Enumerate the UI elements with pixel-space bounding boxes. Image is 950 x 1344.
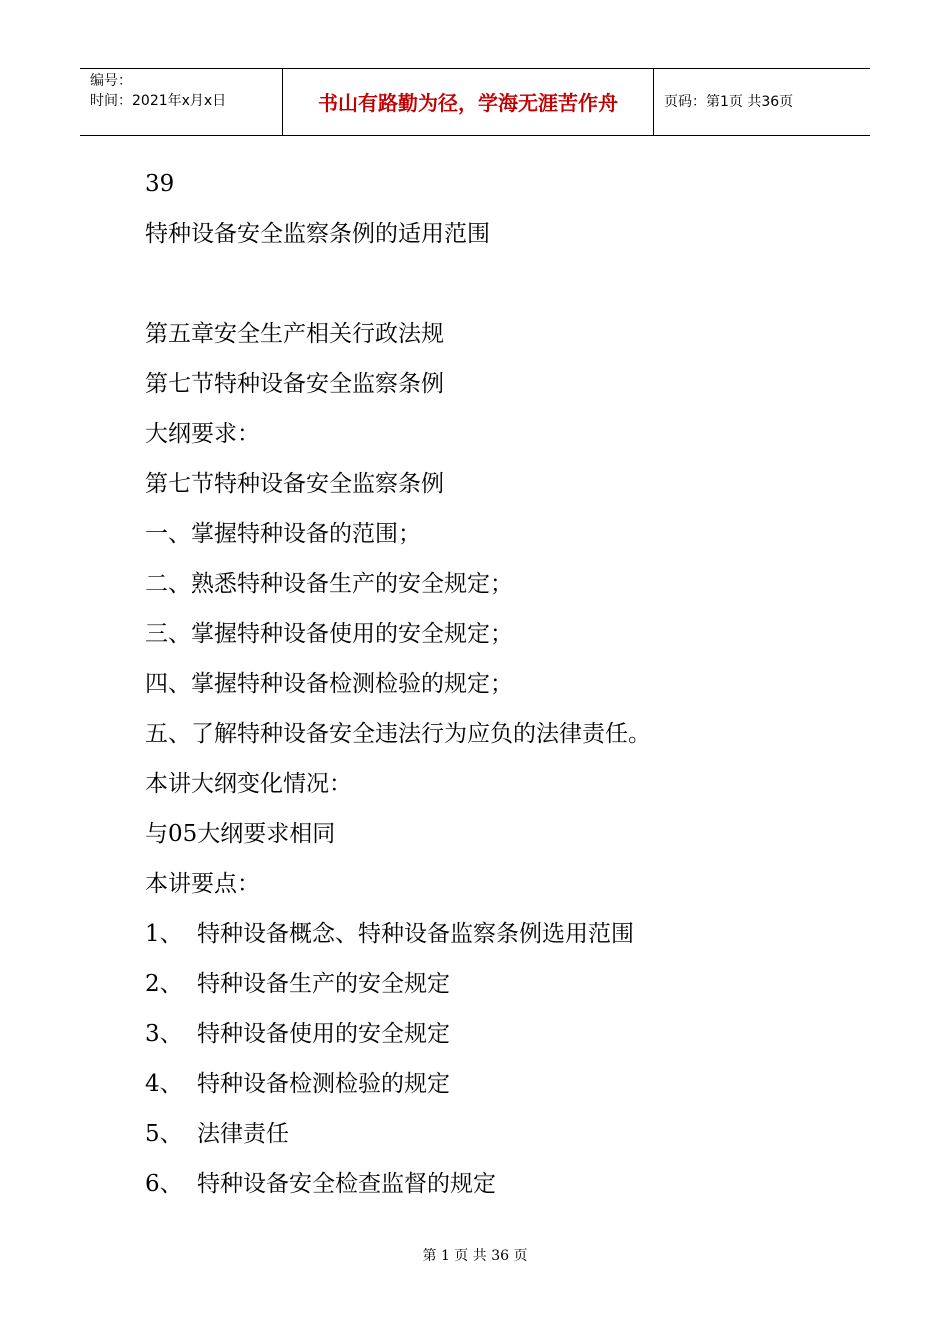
- section-heading: 第七节特种设备安全监察条例: [145, 371, 444, 397]
- requirement-item: 三、掌握特种设备使用的安全规定；: [145, 621, 513, 647]
- key-point-text: 法律责任: [197, 1121, 289, 1147]
- requirement-item: 一、掌握特种设备的范围；: [145, 521, 421, 547]
- document-header: [80, 68, 870, 136]
- page-footer: 第 1 页 共 36 页: [422, 1248, 528, 1264]
- document-body: [145, 168, 865, 1218]
- key-point-item: [145, 968, 865, 1018]
- key-point-number: 6、: [145, 1171, 183, 1197]
- chapter-heading: 第五章安全生产相关行政法规: [145, 321, 444, 347]
- body-line: 第七节特种设备安全监察条例: [145, 471, 444, 497]
- key-point-item: [145, 918, 865, 968]
- requirement-item: 二、熟悉特种设备生产的安全规定；: [145, 571, 513, 597]
- key-point-item: [145, 1118, 865, 1168]
- key-point-item: [145, 1018, 865, 1068]
- body-line: 特种设备安全监察条例的适用范围: [145, 221, 490, 247]
- doc-number-label: 编号：: [90, 73, 132, 89]
- header-left-cell: [80, 69, 282, 135]
- key-point-number: 1、: [145, 921, 183, 947]
- key-point-text: 特种设备生产的安全规定: [197, 971, 450, 997]
- key-point-text: 特种设备检测检验的规定: [197, 1071, 450, 1097]
- header-motto-cell: [282, 69, 654, 135]
- key-point-item: [145, 1068, 865, 1118]
- key-point-item: [145, 1168, 865, 1218]
- key-point-number: 4、: [145, 1071, 183, 1097]
- header-right-cell: [654, 69, 870, 135]
- motto-text: 书山有路勤为径，学海无涯苦作舟: [318, 91, 618, 115]
- page-info: 页码：第1页 共36页: [664, 94, 794, 110]
- key-point-number: 2、: [145, 971, 183, 997]
- blank-line: [145, 268, 865, 318]
- requirement-item: 五、了解特种设备安全违法行为应负的法律责任。: [145, 721, 651, 747]
- body-line: 与05大纲要求相同: [145, 821, 336, 847]
- key-point-text: 特种设备概念、特种设备监察条例选用范围: [197, 921, 634, 947]
- date-label: 时间：2021年x月x日: [90, 93, 227, 109]
- key-point-number: 5、: [145, 1121, 183, 1147]
- requirement-item: 四、掌握特种设备检测检验的规定；: [145, 671, 513, 697]
- body-line: 本讲大纲变化情况：: [145, 771, 352, 797]
- key-point-text: 特种设备使用的安全规定: [197, 1021, 450, 1047]
- body-line: 39: [145, 171, 175, 197]
- body-line: 本讲要点：: [145, 871, 260, 897]
- key-point-number: 3、: [145, 1021, 183, 1047]
- key-point-text: 特种设备安全检查监督的规定: [197, 1171, 496, 1197]
- body-line: 大纲要求：: [145, 421, 260, 447]
